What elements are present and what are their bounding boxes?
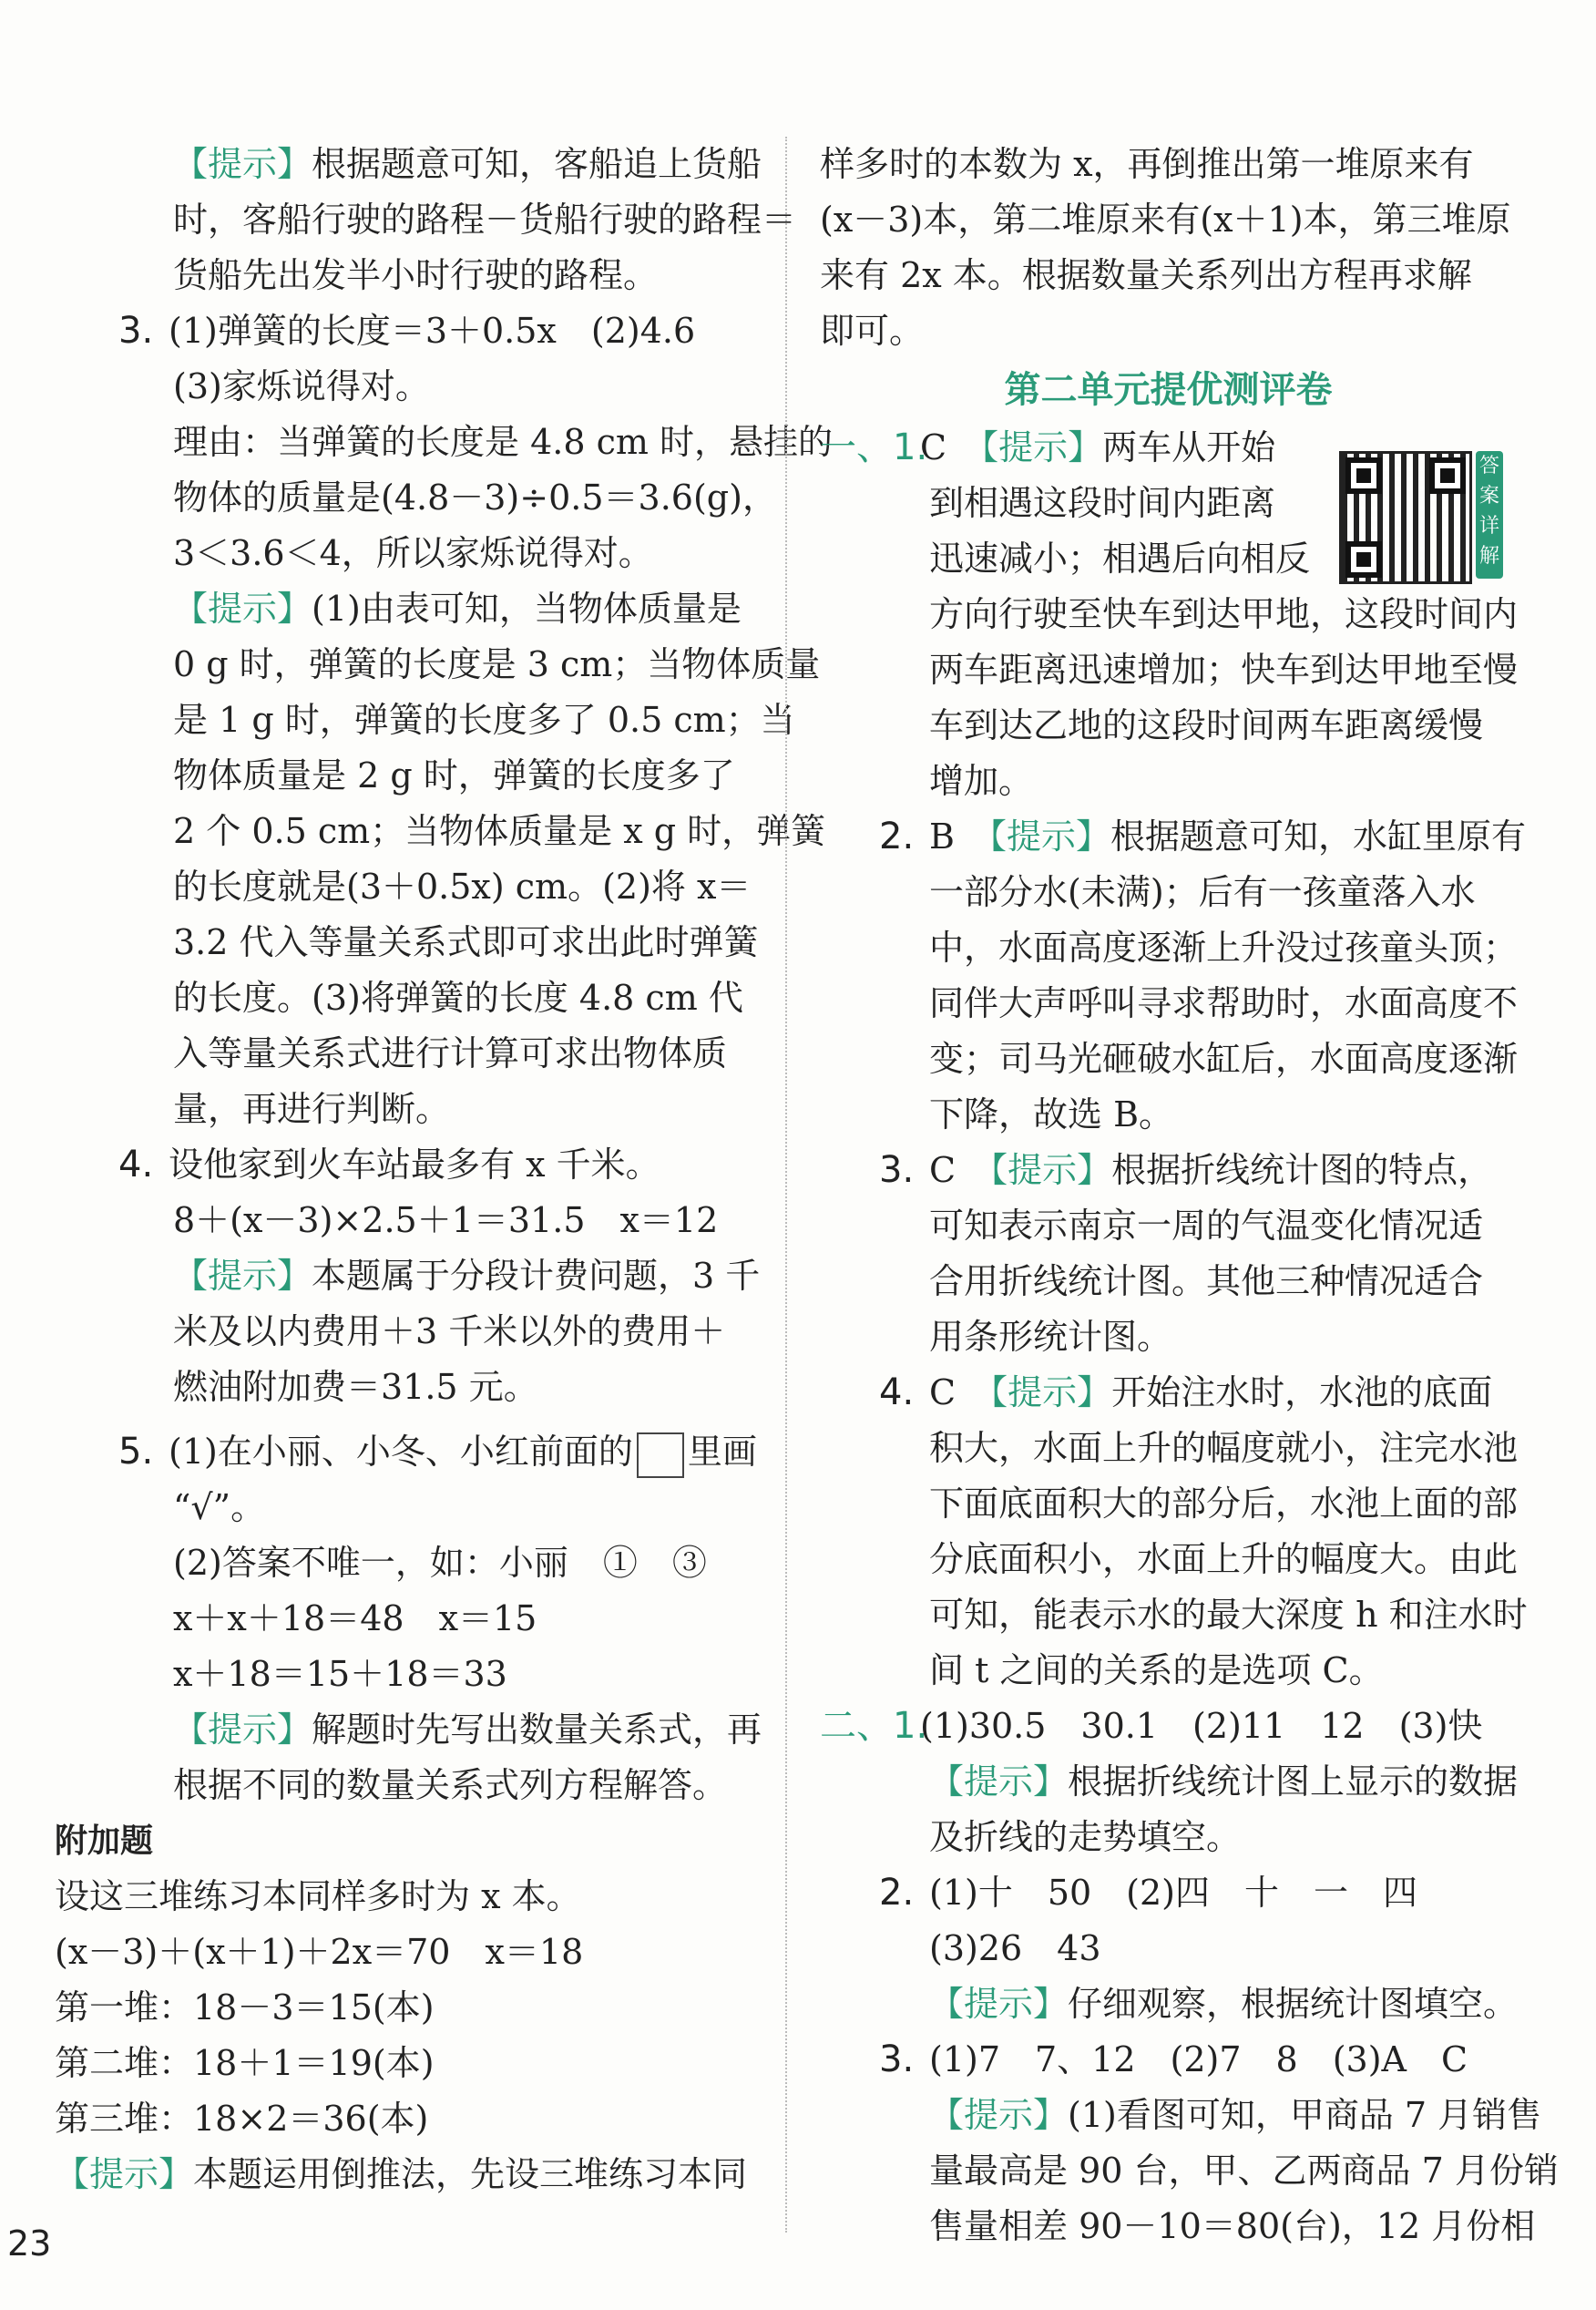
- question-number: 2.: [879, 816, 915, 857]
- text-line: 物体质量是 2 g 时，弹簧的长度多了: [173, 755, 735, 796]
- text-line: 间 t 之间的关系的是选项 C。: [929, 1650, 1384, 1690]
- text-line: 【提示】根据折线统计图上显示的数据: [929, 1761, 1519, 1802]
- question-number: 5.: [118, 1431, 154, 1473]
- question-number: 2.: [879, 1872, 915, 1914]
- hint-tag: 【提示】: [929, 2095, 1069, 2135]
- text-line: 【提示】仔细观察，根据统计图填空。: [929, 1984, 1519, 2024]
- text-line: (2)答案不唯一，如：小丽 ① ③: [173, 1543, 707, 1583]
- text-line: 积大，水面上升的幅度就小，注完水池: [929, 1428, 1519, 1468]
- question-5: 5. (1)在小丽、小冬、小红前面的 里画: [55, 1424, 761, 1480]
- text-line: 时，客船行驶的路程－货船行驶的路程＝: [173, 200, 797, 240]
- section-number: 二、1.: [820, 1705, 928, 1747]
- text-line: 下降，故选 B。: [929, 1094, 1174, 1134]
- text-line: (x－3)＋(x＋1)＋2x＝70 x＝18: [55, 1932, 584, 1972]
- text-line: 同伴大声呼叫寻求帮助时，水面高度不: [929, 983, 1519, 1023]
- left-column: [55, 137, 833, 2202]
- hint-tag: 【提示】: [981, 427, 1103, 467]
- text-line: 【提示】(1)看图可知，甲商品 7 月销售: [929, 2095, 1542, 2135]
- unit-title: 第二单元提优测评卷: [1004, 369, 1333, 411]
- text-line: 售量相差 90－10＝80(台)，12 月份相: [929, 2206, 1536, 2246]
- section-1-item-3: 3. C 【提示】根据折线统计图的特点，: [820, 1143, 1517, 1198]
- text-line: 3.2 代入等量关系式即可求出此时弹簧: [173, 922, 759, 962]
- hint-tag: 【提示】: [173, 144, 312, 184]
- text-line: 中，水面高度逐渐上升没过孩童头顶；: [929, 928, 1519, 968]
- question-number: 3.: [879, 2038, 915, 2080]
- text-line: 即可。: [820, 311, 925, 351]
- text-line: 合用折线统计图。其他三种情况适合: [929, 1261, 1484, 1301]
- checkbox-square: [637, 1432, 684, 1478]
- text-line: (3)26 43: [929, 1928, 1101, 1968]
- hint-tag: 【提示】: [55, 2154, 194, 2194]
- text-line: x＋x＋18＝48 x＝15: [173, 1598, 537, 1638]
- question-3: 3. (1)弹簧的长度＝3＋0.5x (2)4.6: [55, 303, 761, 359]
- text-line: 增加。: [929, 761, 1034, 801]
- text-line: 迅速减小；相遇后向相反: [929, 539, 1311, 579]
- text-line: 入等量关系式进行计算可求出物体质: [173, 1033, 728, 1073]
- text-line: 到相遇这段时间内距离: [929, 483, 1276, 523]
- hint-tag: 【提示】: [990, 1150, 1112, 1190]
- section-1-item-4: 4. C 【提示】开始注水时，水池的底面: [820, 1365, 1517, 1421]
- hint-tag: 【提示】: [988, 816, 1110, 857]
- text-line: 量最高是 90 台，甲、乙两商品 7 月份销: [929, 2151, 1559, 2191]
- text-line: 是 1 g 时，弹簧的长度多了 0.5 cm；当: [173, 700, 795, 740]
- qr-finder: [1345, 541, 1382, 578]
- text-line: 的长度。(3)将弹簧的长度 4.8 cm 代: [173, 978, 743, 1018]
- answer-qr-code[interactable]: [1339, 451, 1503, 583]
- qr-finder: [1345, 457, 1382, 494]
- text-line: 2 个 0.5 cm；当物体质量是 x g 时，弹簧: [173, 811, 826, 851]
- text-line: 两车距离迅速增加；快车到达甲地至慢: [929, 650, 1519, 690]
- text-line: 米及以内费用＋3 千米以外的费用＋: [173, 1311, 726, 1351]
- text-line: x＋18＝15＋18＝33: [173, 1654, 507, 1694]
- question-number: 3.: [879, 1149, 915, 1191]
- text-line: 样多时的本数为 x，再倒推出第一堆原来有: [820, 144, 1474, 184]
- extra-question-title: 附加题: [55, 1822, 154, 1860]
- question-4: 4. 设他家到火车站最多有 x 千米。: [55, 1137, 761, 1193]
- column-divider: [785, 137, 787, 2233]
- text-line: 可知，能表示水的最大深度 h 和注水时: [929, 1595, 1528, 1635]
- hint-tag: 【提示】: [173, 1709, 312, 1750]
- text-line: 第一堆：18－3＝15(本): [55, 1987, 435, 2028]
- text-line: 3＜3.6＜4，所以家烁说得对。: [173, 533, 653, 573]
- text-line: 及折线的走势填空。: [929, 1817, 1242, 1857]
- qr-code-icon: [1339, 451, 1472, 584]
- text-line: 车到达乙地的这段时间两车距离缓慢: [929, 705, 1484, 745]
- question-number: 3.: [118, 310, 154, 352]
- hint-tag: 【提示】: [929, 1761, 1069, 1802]
- text-line: 理由：当弹簧的长度是 4.8 cm 时，悬挂的: [173, 422, 833, 462]
- section-1-item-2: 2. B 【提示】根据题意可知，水缸里原有: [820, 809, 1517, 865]
- text-line: 变；司马光砸破水缸后，水面高度逐渐: [929, 1039, 1519, 1079]
- text-line: 用条形统计图。: [929, 1317, 1172, 1357]
- qr-side-label: 答 案 详 解: [1476, 451, 1503, 579]
- hint-tag: 【提示】: [990, 1372, 1112, 1412]
- text-line: 第三堆：18×2＝36(本): [55, 2099, 429, 2139]
- section-2-item-2: 2. (1)十 50 (2)四 十 一 四: [820, 1865, 1517, 1921]
- hint-tag: 【提示】: [173, 589, 312, 629]
- section-2-item-3: 3. (1)7 7、12 (2)7 8 (3)A C: [820, 2032, 1517, 2088]
- page-number: 23: [7, 2223, 52, 2264]
- text-line: 设这三堆练习本同样多时为 x 本。: [55, 1876, 581, 1916]
- text-line: 物体的质量是(4.8－3)÷0.5＝3.6(g)，: [173, 477, 777, 518]
- text-line: 可知表示南京一周的气温变化情况适: [929, 1206, 1484, 1246]
- text-line: 【提示】根据题意可知，客船追上货船: [173, 144, 762, 184]
- text-line: (3)家烁说得对。: [173, 366, 430, 406]
- question-number: 4.: [118, 1144, 154, 1186]
- text-line: 【提示】本题属于分段计费问题，3 千: [173, 1256, 761, 1296]
- text-line: 【提示】(1)由表可知，当物体质量是: [173, 589, 742, 629]
- text-line: 分底面积小，水面上升的幅度大。由此: [929, 1539, 1519, 1579]
- section-2-item-1: 二、1.(1)30.5 30.1 (2)11 12 (3)快: [820, 1699, 1517, 1754]
- text-line: 下面底面积大的部分后，水池上面的部: [929, 1484, 1519, 1524]
- text-line: 的长度就是(3＋0.5x) cm。(2)将 x＝: [173, 867, 752, 907]
- text-line: 根据不同的数量关系式列方程解答。: [173, 1765, 728, 1805]
- hint-tag: 【提示】: [173, 1256, 312, 1296]
- text-line: (x－3)本，第二堆原来有(x＋1)本，第三堆原: [820, 200, 1511, 240]
- section-number: 一、1.: [820, 426, 928, 468]
- text-line: 8＋(x－3)×2.5＋1＝31.5 x＝12: [173, 1200, 719, 1240]
- hint-tag: 【提示】: [929, 1984, 1069, 2024]
- text-line: 方向行驶至快车到达甲地，这段时间内: [929, 594, 1519, 634]
- text-line: 【提示】解题时先写出数量关系式，再: [173, 1709, 762, 1750]
- text-line: “√”。: [173, 1487, 266, 1527]
- text-line: 燃油附加费＝31.5 元。: [173, 1367, 538, 1407]
- text-line: 第二堆：18＋1＝19(本): [55, 2043, 435, 2083]
- section-1-item-1: 一、1.C 【提示】两车从开始: [820, 420, 1517, 476]
- text-line: 0 g 时，弹簧的长度是 3 cm；当物体质量: [173, 644, 821, 684]
- text-line: 【提示】本题运用倒推法，先设三堆练习本同: [55, 2154, 748, 2194]
- text-line: 货船先出发半小时行驶的路程。: [173, 255, 659, 295]
- question-number: 4.: [879, 1371, 915, 1413]
- qr-finder: [1429, 457, 1466, 494]
- text-line: 一部分水(未满)；后有一孩童落入水: [929, 872, 1476, 912]
- text-line: 来有 2x 本。根据数量关系列出方程再求解: [820, 255, 1472, 295]
- text-line: 量，再进行判断。: [173, 1089, 451, 1129]
